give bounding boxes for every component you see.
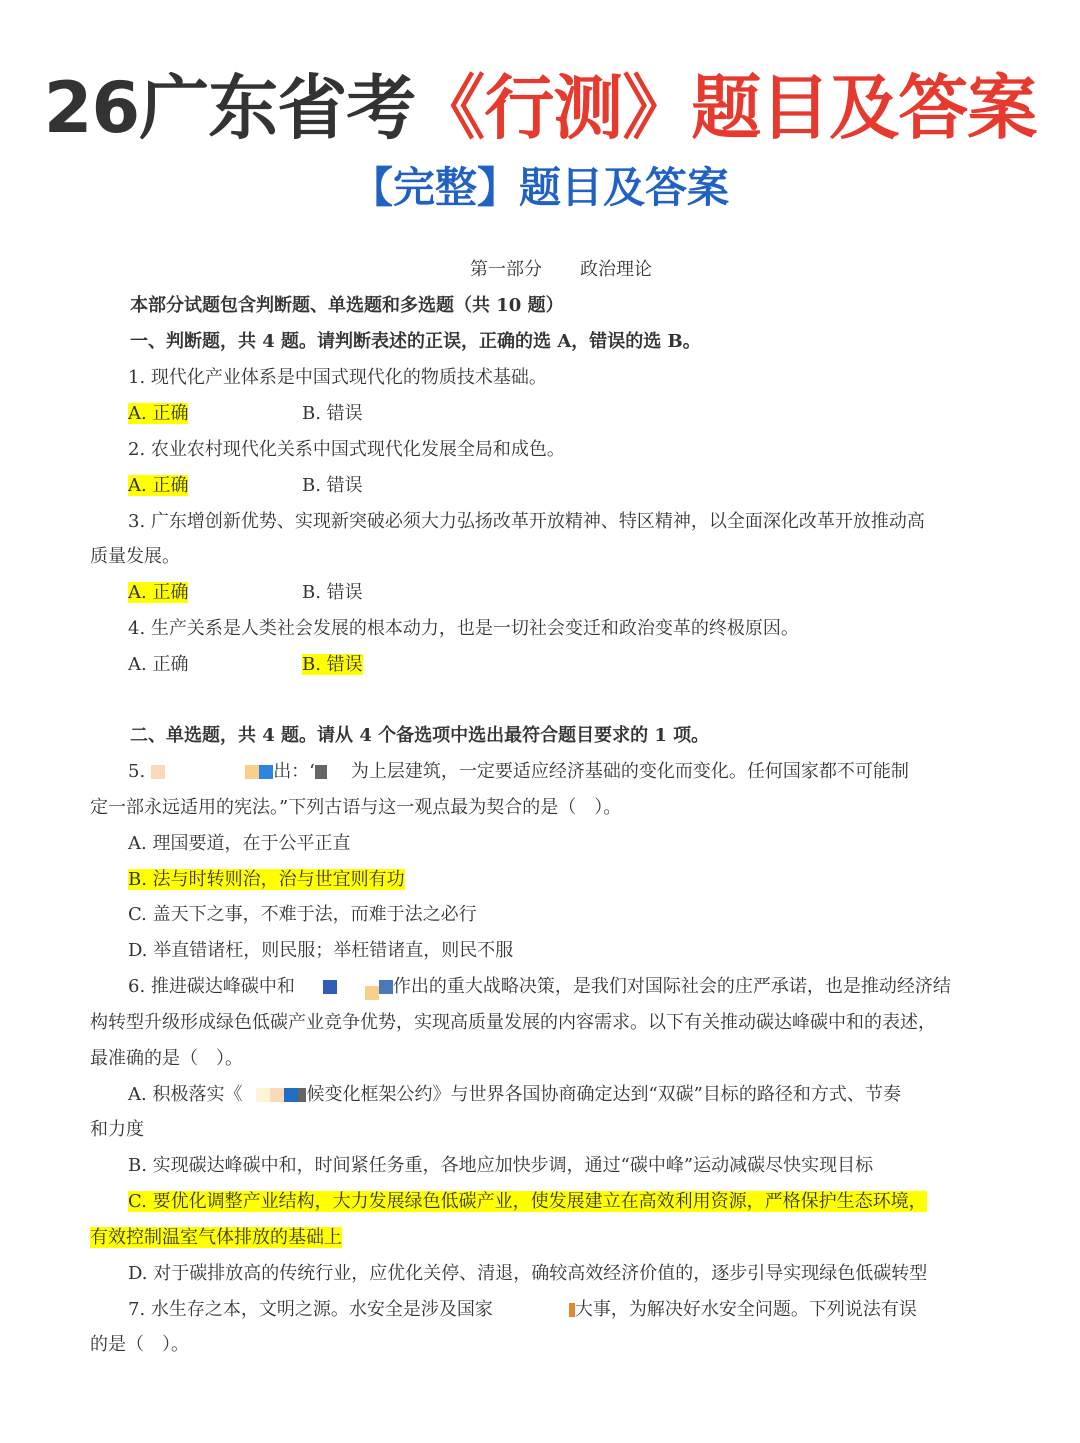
q5-option-c: C. 盖天下之事，不难于法，而难于法之必行 [128,904,477,925]
question-7 [128,1297,917,1323]
question-1: 1. 现代化产业体系是中国式现代化的物质技术基础。 [128,367,547,388]
q5-mid: 出：‘ [273,761,315,782]
q4-option-a: A. 正确 [128,654,189,675]
q4-option-b [302,652,363,678]
q6-rest: 作出的重大战略决策，是我们对国际社会的庄严承诺，也是推动经济结 [392,976,951,997]
question-4: 4. 生产关系是人类社会发展的根本动力，也是一切社会变迁和政治变革的终极原因。 [128,618,799,639]
q5-rest: 为上层建筑，一定要适应经济基础的变化而变化。任何国家都不可能制 [350,761,909,782]
q6-option-b: B. 实现碳达峰碳中和，时间紧任务重，各地应加快步调，通过“碳中峰”运动减碳尽快实现目标 [128,1155,874,1176]
q5-b-label: B. 法与时转则治，治与世宜则有功 [128,869,405,890]
q6-c-label: C. 要优化调整产业结构，大力发展绿色低碳产业，使发展建立在高效利用资源，严格保护生态环境， [128,1191,927,1212]
section-title [470,257,652,283]
q7-prefix: 7. 水生存之本，文明之源。水安全是涉及国家 [128,1299,493,1320]
q6-a-part1: A. 积极落实《 [128,1084,243,1105]
title-part-dark: 26广东省考 [43,67,416,149]
q5-option-d: D. 举直错诸枉，则民服；举枉错诸直，则民不服 [128,940,514,961]
q6-c-label-cont: 有效控制温室气体排放的基础上 [90,1227,342,1248]
redaction-block [259,765,273,779]
question-5 [128,759,909,785]
question-6 [128,974,951,1000]
q5-option-a: A. 理国要道，在于公平正直 [128,833,351,854]
q1-a-label: A. 正确 [128,403,189,424]
q3-option-a [128,580,188,606]
section-title-right: 政治理论 [580,259,652,280]
part2-heading: 二、单选题，共 4 题。请从 4 个备选项中选出最符合题目要求的 1 项。 [130,725,710,746]
q2-option-a [128,473,188,499]
title-part-red: 《行测》题目及答案 [415,67,1037,149]
q4-b-label: B. 错误 [302,654,363,675]
question-7-cont: 的是（ ）。 [90,1334,189,1355]
question-5-cont: 定一部永远适用的宪法。”下列古语与这一观点最为契合的是（ ）。 [90,797,622,818]
question-2: 2. 农业农村现代化关系中国式现代化发展全局和成色。 [128,439,565,460]
page-subtitle: 【完整】题目及答案 [350,163,729,212]
q5-number: 5. [128,761,146,782]
q1-option-b: B. 错误 [302,403,363,424]
page-title [0,52,1080,153]
q6-option-a [128,1082,901,1108]
question-6-cont2: 最准确的是（ ）。 [90,1048,243,1069]
redaction-block [256,1088,270,1102]
q6-option-c-cont [90,1225,342,1251]
q2-option-b: B. 错误 [302,475,363,496]
redaction-block [315,765,327,779]
redaction-block [151,765,165,779]
q7-rest: 大事，为解决好水安全问题。下列说法有误 [574,1299,917,1320]
section-title-left: 第一部分 [470,259,542,280]
question-3: 3. 广东增创新优势、实现新突破必须大力弘扬改革开放精神、特区精神，以全面深化改革开放推动高 [128,511,925,532]
q6-option-c [128,1189,927,1215]
q5-option-b [128,867,405,893]
redaction-block [284,1088,298,1102]
redaction-block [323,980,337,994]
redaction-block [365,986,379,1000]
part1-heading: 一、判断题，共 4 题。请判断表述的正误，正确的选 A，错误的选 B。 [130,331,701,352]
question-3-cont: 质量发展。 [90,546,180,567]
question-6-cont: 构转型升级形成绿色低碳产业竞争优势，实现高质量发展的内容需求。以下有关推动碳达峰碳中和的表述， [90,1012,936,1033]
q1-option-a [128,401,188,427]
q2-a-label: A. 正确 [128,475,189,496]
q6-a-part2: 候变化框架公约》与世界各国协商确定达到“双碳”目标的路径和方式、节奏 [306,1084,901,1105]
section-intro: 本部分试题包含判断题、单选题和多选题（共 10 题） [130,295,564,316]
q6-option-d: D. 对于碳排放高的传统行业，应优化关停、清退，确较高效经济价值的，逐步引导实现绿色低碳转型 [128,1263,928,1284]
q3-option-b: B. 错误 [302,582,363,603]
redaction-block [270,1088,284,1102]
redaction-block [245,765,259,779]
q3-a-label: A. 正确 [128,582,189,603]
q6-prefix: 6. 推进碳达峰碳中和 [128,976,295,997]
q6-option-a-cont: 和力度 [90,1119,144,1140]
redaction-block [379,980,393,994]
